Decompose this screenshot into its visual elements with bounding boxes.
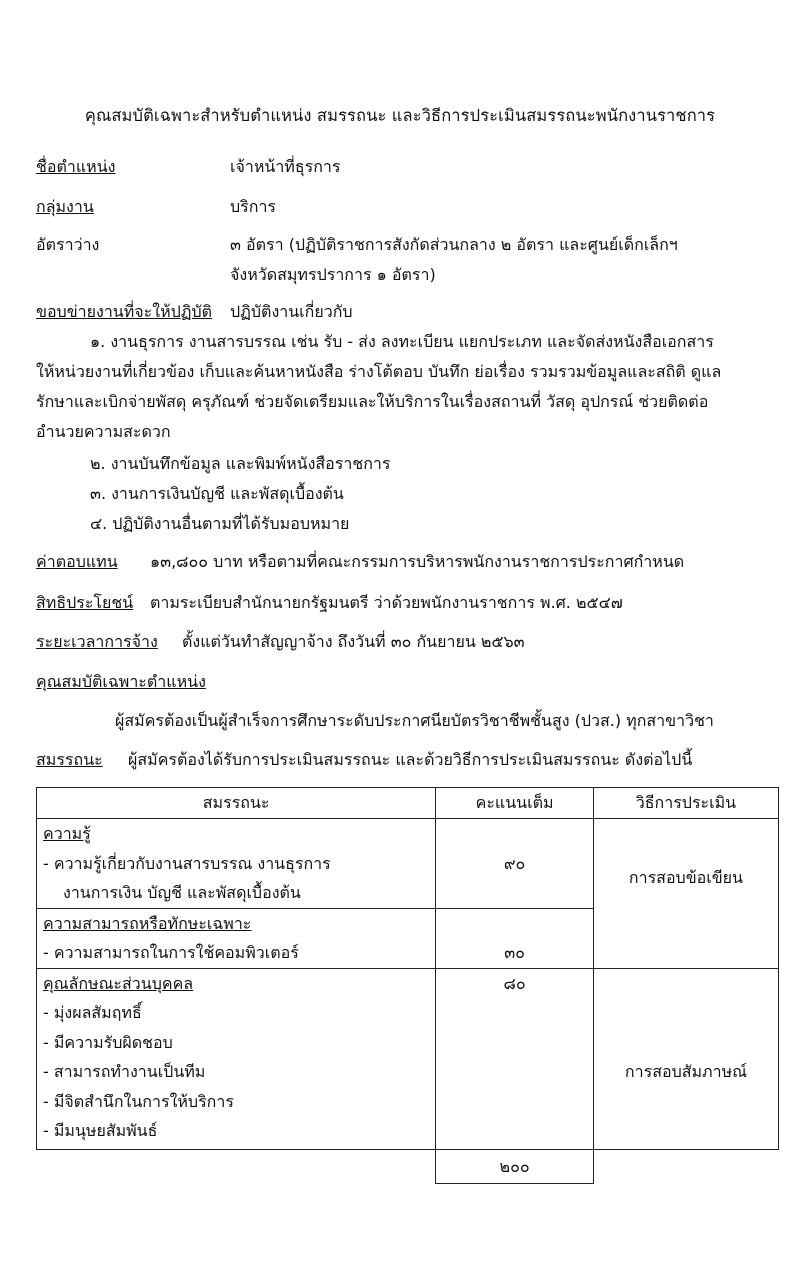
- knowledge-score: ๙๐: [503, 853, 526, 873]
- personal-heading: คุณลักษณะส่วนบุคคล: [43, 973, 194, 993]
- vacancy-label: อัตราว่าง: [36, 235, 100, 254]
- header-method: วิธีการประเมิน: [593, 788, 778, 819]
- personal-item: - มุ่งผลสัมฤทธิ์: [43, 1003, 142, 1022]
- pay-value: ๑๓,๘๐๐ บาท หรือตามที่คณะกรรมการบริหารพนักงานราชการประกาศกำหนด: [150, 552, 685, 571]
- position-value: เจ้าหน้าที่ธุรการ: [230, 157, 341, 176]
- duty-1-line-1: ๑. งานธุรการ งานสารบรรณ เช่น รับ - ส่ง ลงทะเบียน แยกประเภท และจัดส่งหนังสือเอกสาร: [90, 332, 714, 351]
- skill-score: ๓๐: [504, 943, 525, 962]
- vacancy-value-line2: จังหวัดสมุทรปราการ ๑ อัตรา): [230, 265, 436, 284]
- table-row-personal: [37, 968, 779, 1149]
- document-title: คุณสมบัติเฉพาะสำหรับตำแหน่ง สมรรถนะ และวิธีการประเมินสมรรถนะพนักงานราชการ: [84, 106, 716, 125]
- personal-item: - สามารถทำงานเป็นทีม: [43, 1062, 206, 1081]
- competency-table: [36, 787, 779, 1184]
- period-value: ตั้งแต่วันทำสัญญาจ้าง ถึงวันที่ ๓๐ กันยายน ๒๕๖๓: [182, 632, 525, 651]
- group-label: กลุ่มงาน: [36, 197, 94, 216]
- benefit-label: สิทธิประโยชน์: [36, 593, 134, 612]
- competency-value: ผู้สมัครต้องได้รับการประเมินสมรรถนะ และด้วยวิธีการประเมินสมรรถนะ ดังต่อไปนี้: [128, 750, 693, 769]
- scope-value: ปฏิบัติงานเกี่ยวกับ: [230, 302, 353, 321]
- duty-1-line-4: อำนวยความสะดวก: [36, 422, 171, 441]
- pay-label: ค่าตอบแทน: [36, 552, 118, 571]
- personal-item: - มีจิตสำนึกในการให้บริการ: [43, 1091, 234, 1111]
- position-label: ชื่อตำแหน่ง: [36, 157, 116, 176]
- duty-1-line-2: ให้หน่วยงานที่เกี่ยวข้อง เก็บและค้นหาหนังสือ ร่างโต้ตอบ บันทึก ย่อเรื่อง รวมรวมข้อมูลและสถิติ ดูแล: [36, 362, 722, 381]
- personal-item: - มีความรับผิดชอบ: [43, 1032, 173, 1052]
- period-label: ระยะเวลาการจ้าง: [36, 632, 158, 651]
- header-full-score: คะแนนเต็ม: [436, 788, 594, 819]
- interview-method: การสอบสัมภาษณ์: [624, 1061, 747, 1081]
- qualification-value: ผู้สมัครต้องเป็นผู้สำเร็จการศึกษาระดับประกาศนียบัตรวิชาชีพชั้นสูง (ปวส.) ทุกสาขาวิชา: [115, 711, 714, 730]
- group-value: บริการ: [230, 197, 277, 216]
- vacancy-value-line1: ๓ อัตรา (ปฏิบัติราชการสังกัดส่วนกลาง ๒ อัตรา และศูนย์เด็กเล็กฯ: [230, 235, 678, 254]
- duty-3: ๓. งานการเงินบัญชี และพัสดุเบื้องต้น: [90, 484, 344, 503]
- table-row-total: [37, 1149, 779, 1183]
- table-header-row: [37, 788, 779, 819]
- qualification-label: คุณสมบัติเฉพาะตำแหน่ง: [36, 672, 206, 691]
- written-exam-method: การสอบข้อเขียน: [628, 868, 743, 887]
- personal-score: ๘๐: [503, 973, 526, 993]
- scope-label: ขอบข่ายงานที่จะให้ปฏิบัติ: [36, 302, 213, 321]
- duty-4: ๔. ปฏิบัติงานอื่นตามที่ได้รับมอบหมาย: [90, 514, 350, 533]
- knowledge-item-line-1: - ความรู้เกี่ยวกับงานสารบรรณ งานธุรการ: [43, 853, 331, 873]
- duty-2: ๒. งานบันทึกข้อมูล และพิมพ์หนังสือราชการ: [90, 454, 391, 473]
- benefit-value: ตามระเบียบสำนักนายกรัฐมนตรี ว่าด้วยพนักงานราชการ พ.ศ. ๒๕๔๗: [150, 593, 623, 612]
- total-score: ๒๐๐: [436, 1149, 594, 1183]
- knowledge-heading: ความรู้: [43, 824, 91, 843]
- personal-item: - มีมนุษยสัมพันธ์: [43, 1121, 158, 1140]
- skill-item: - ความสามารถในการใช้คอมพิวเตอร์: [43, 943, 299, 962]
- knowledge-item-line-2: งานการเงิน บัญชี และพัสดุเบื้องต้น: [63, 883, 301, 902]
- header-competency: สมรรถนะ: [37, 788, 436, 819]
- duty-1-line-3: รักษาและเบิกจ่ายพัสดุ ครุภัณฑ์ ช่วยจัดเตรียมและให้บริการในเรื่องสถานที่ วัสดุ อุปกรณ์ ช่วยติดต่อ: [36, 392, 709, 411]
- table-row-knowledge: [37, 819, 779, 909]
- skill-heading: ความสามารถหรือทักษะเฉพาะ: [43, 913, 252, 933]
- competency-label: สมรรถนะ: [36, 750, 103, 769]
